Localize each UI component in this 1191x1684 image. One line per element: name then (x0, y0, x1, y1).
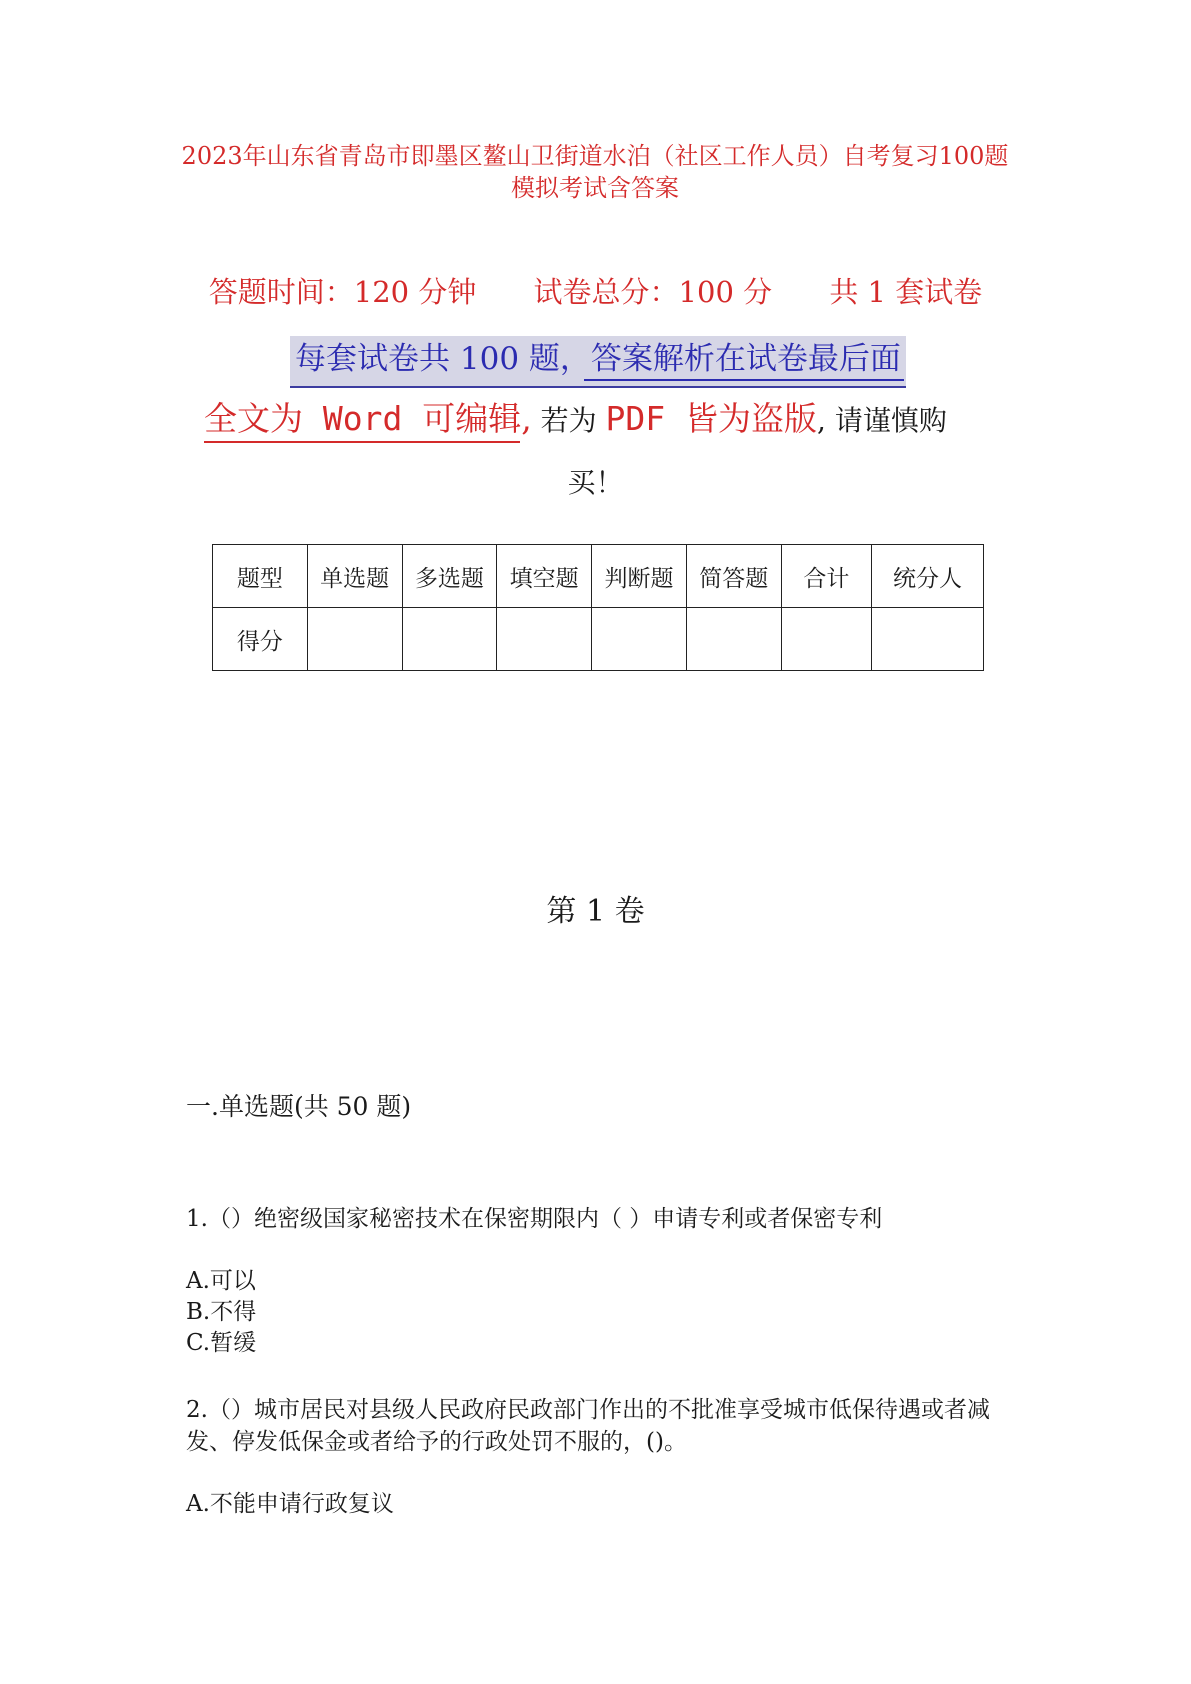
exam-total-score: 试卷总分：100 分 (533, 275, 773, 309)
score-header-multi: 多选题 (402, 545, 497, 608)
copyright-underline (204, 441, 520, 443)
score-header-type: 题型 (213, 545, 308, 608)
score-header-judge: 判断题 (592, 545, 687, 608)
score-header-short: 简答题 (686, 545, 781, 608)
question-2-line-2: 发、停发低保金或者给予的行政处罚不服的，()。 (186, 1429, 687, 1455)
copyright-pdf: PDF 皆为盗版 (605, 399, 818, 438)
volume-heading: 第 1 卷 (546, 894, 645, 929)
score-header-single: 单选题 (307, 545, 402, 608)
score-table-score-row (213, 608, 984, 671)
copyright-notice (204, 392, 1004, 452)
question-1-option-b: B.不得 (186, 1299, 257, 1325)
score-table (212, 544, 984, 671)
score-header-total: 合计 (781, 545, 872, 608)
question-1-option-c: C.暂缓 (186, 1330, 257, 1356)
title-line-1: 2023年山东省青岛市即墨区鳌山卫街道水泊（社区工作人员）自考复习100题 (181, 142, 1009, 170)
score-cell-total[interactable] (781, 608, 872, 671)
exam-time: 答题时间：120 分钟 (208, 275, 477, 309)
copyright-comma-2: , (817, 404, 826, 437)
notice-text: 每套试卷共 100 题，答案解析在试卷最后面 (295, 341, 901, 377)
score-cell-single[interactable] (307, 608, 402, 671)
copyright-line-2: 买！ (567, 466, 624, 499)
score-cell-judge[interactable] (592, 608, 687, 671)
score-row-label: 得分 (213, 608, 308, 671)
score-cell-grader[interactable] (872, 608, 984, 671)
copyright-comma-1: , (521, 399, 532, 438)
document-title (170, 140, 1020, 204)
score-header-fill: 填空题 (497, 545, 592, 608)
score-cell-short[interactable] (686, 608, 781, 671)
copyright-caution: 请谨慎购 (825, 404, 947, 437)
exam-meta (0, 272, 1191, 312)
question-1-option-a: A.可以 (186, 1268, 256, 1294)
title-line-2: 模拟考试含答案 (511, 174, 679, 202)
question-2-option-a: A.不能申请行政复议 (186, 1491, 394, 1517)
copyright-editable: 全文为 Word 可编辑 (204, 399, 522, 438)
copyright-if: 若为 (531, 404, 606, 437)
question-2-line-1: 2.（）城市居民对县级人民政府民政部门作出的不批准享受城市低保待遇或者减 (186, 1397, 990, 1423)
score-cell-fill[interactable] (497, 608, 592, 671)
notice-underline (584, 379, 904, 381)
score-header-grader: 统分人 (872, 545, 984, 608)
exam-set-count: 共 1 套试卷 (829, 275, 983, 309)
section-heading: 一.单选题(共 50 题) (186, 1092, 412, 1121)
question-1: 1.（）绝密级国家秘密技术在保密期限内（ ）申请专利或者保密专利 (186, 1206, 883, 1232)
score-table-header-row (213, 545, 984, 608)
score-cell-multi[interactable] (402, 608, 497, 671)
